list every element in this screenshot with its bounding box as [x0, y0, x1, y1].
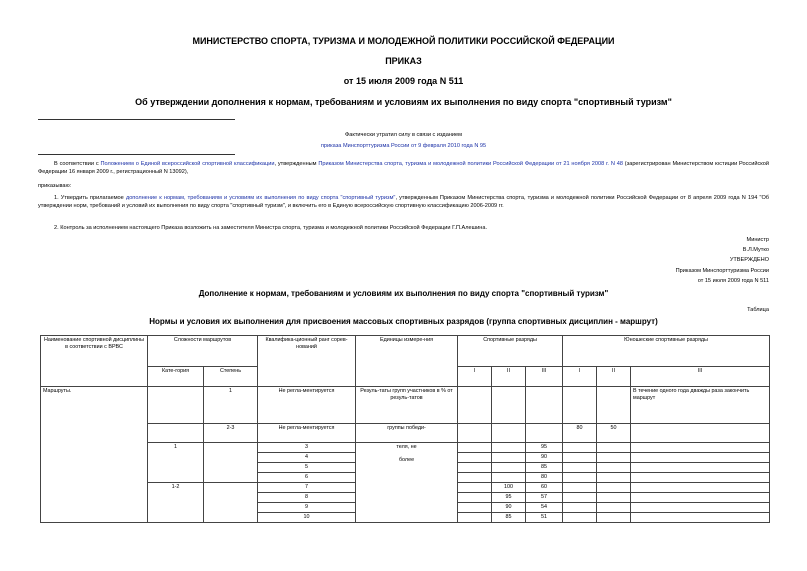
- item-1-text-a: 1. Утвердить прилагаемое: [54, 195, 126, 201]
- cell-empty: [563, 453, 597, 463]
- cell-youth-II: 50: [597, 424, 631, 443]
- cell-sport-II: [492, 453, 526, 463]
- cell-not-regulated: Не регла-ментируется: [258, 387, 356, 424]
- cell-empty: [458, 483, 492, 493]
- item-1-paragraph: [38, 194, 769, 210]
- cell-empty: [631, 503, 770, 513]
- preamble-text-c: (зарегистрирован Министерством юстиции Российской Федерации 16 января 2009 г., регистрационный N 13092),: [38, 161, 770, 175]
- cell-empty: [597, 513, 631, 523]
- cell-empty: [458, 473, 492, 483]
- approved-by-order: Приказом Минспорттуризма России: [675, 268, 769, 274]
- cell-sport-II: 90: [492, 503, 526, 513]
- header-youth-ranks: Юношеские спортивные разряды: [563, 336, 770, 367]
- header-discipline: Наименование спортивной дисциплины в соответствии с ВРВС: [41, 336, 148, 387]
- cell-degree-2-3: 2-3: [204, 424, 258, 443]
- cell-empty: [492, 387, 526, 424]
- cell-empty: [631, 453, 770, 463]
- cell-units-3: теля, не: [396, 444, 417, 450]
- addendum-link[interactable]: дополнение к нормам, требованиям и условиям их выполнения по виду спорта "спортивный туризм": [125, 195, 396, 201]
- header-sport-III: III: [526, 367, 563, 387]
- cell-empty: [204, 483, 258, 523]
- header-sport-II: II: [492, 367, 526, 387]
- cell-empty: [458, 493, 492, 503]
- cell-category-1-2: 1-2: [148, 483, 204, 523]
- cell-sport-III: 80: [526, 473, 563, 483]
- cell-empty: [597, 453, 631, 463]
- approved-label: УТВЕРЖДЕНО: [729, 257, 769, 263]
- cell-empty: [458, 453, 492, 463]
- cell-empty: [631, 463, 770, 473]
- cell-empty: [458, 387, 492, 424]
- cell-empty: [148, 424, 204, 443]
- cell-sport-II: 95: [492, 493, 526, 503]
- cell-rank: 7: [258, 483, 356, 493]
- cell-sport-III: 51: [526, 513, 563, 523]
- cell-degree-1: 1: [204, 387, 258, 424]
- cell-empty: [563, 443, 597, 453]
- cell-empty: [597, 483, 631, 493]
- cell-empty: [563, 503, 597, 513]
- table-title: Нормы и условия их выполнения для присвоения массовых спортивных разрядов (группа спортивных дисциплин - маршрут): [149, 317, 658, 326]
- date-number-heading: от 15 июля 2009 года N 511: [343, 76, 464, 86]
- status-link[interactable]: приказа Минспорттуризма России от 9 февраля 2010 года N 95: [320, 143, 487, 149]
- cell-sport-III: 54: [526, 503, 563, 513]
- cell-sport-III: 95: [526, 443, 563, 453]
- preamble-paragraph: [38, 160, 769, 176]
- status-note: Фактически утратил силу в связи с изданием: [345, 132, 462, 138]
- cell-routes: Маршруты.: [41, 387, 148, 523]
- cell-sport-III: 60: [526, 483, 563, 493]
- cell-empty: [563, 493, 597, 503]
- cell-empty: [458, 513, 492, 523]
- item-1-text-b: , утвержденным Приказом Министерства спорта, туризма и молодежной политики Российской Федерации от 8 апреля 2009 года N 194 "Об утверждении норм, требований и условий их выполнения по виду спорта "спортивный туризм", и включить его в Единую всероссийскую спортивную классификацию 2006-2009 гг.: [38, 195, 770, 209]
- preamble-text-a: В соответствии с: [54, 161, 101, 167]
- cell-units-4: более: [398, 457, 415, 463]
- cell-empty: [597, 387, 631, 424]
- cell-empty: [563, 473, 597, 483]
- addendum-title: Дополнение к нормам, требованиям и условиям их выполнения по виду спорта "спортивный туризм": [198, 289, 609, 298]
- cell-sport-II: [492, 473, 526, 483]
- cell-empty: [563, 387, 597, 424]
- header-category: Кате-гория: [148, 367, 204, 387]
- cell-empty: [204, 443, 258, 483]
- cell-units-2: группы победи-: [356, 424, 458, 443]
- cell-empty: [597, 503, 631, 513]
- cell-empty: [563, 483, 597, 493]
- norms-table: [40, 335, 770, 523]
- cell-sport-II: [492, 443, 526, 453]
- cell-empty: [458, 424, 492, 443]
- cell-sport-III: 85: [526, 463, 563, 473]
- cell-sport-II: 85: [492, 513, 526, 523]
- cell-empty: [458, 503, 492, 513]
- approved-date: от 15 июля 2009 года N 511: [697, 278, 769, 284]
- ministry-heading: МИНИСТЕРСТВО СПОРТА, ТУРИЗМА И МОЛОДЕЖНОЙ ПОЛИТИКИ РОССИЙСКОЙ ФЕДЕРАЦИИ: [192, 36, 615, 46]
- cell-empty: [492, 424, 526, 443]
- cell-sport-II: [492, 463, 526, 473]
- header-complexity: Сложности маршрутов: [148, 336, 258, 367]
- cell-rank: 9: [258, 503, 356, 513]
- order-word: приказываю:: [38, 183, 72, 189]
- header-youth-III: III: [631, 367, 770, 387]
- cell-sport-III: 90: [526, 453, 563, 463]
- cell-empty: [597, 473, 631, 483]
- cell-empty: [148, 387, 204, 424]
- header-youth-II: II: [597, 367, 631, 387]
- cell-rank: 5: [258, 463, 356, 473]
- cell-rank: 8: [258, 493, 356, 503]
- cell-empty: [597, 493, 631, 503]
- divider-bottom: [38, 154, 235, 155]
- header-degree: Степень: [204, 367, 258, 387]
- doc-type-heading: ПРИКАЗ: [385, 56, 422, 66]
- divider-top: [38, 119, 235, 120]
- cell-empty: [631, 443, 770, 453]
- preamble-text-b: , утвержденным: [274, 161, 319, 167]
- cell-empty: [597, 463, 631, 473]
- signature-role: Министр: [746, 237, 769, 243]
- order-title: Об утверждении дополнения к нормам, требованиям и условиям их выполнения по виду спорта "спортивный туризм": [135, 97, 672, 107]
- cell-not-regulated: Не регла-ментируется: [258, 424, 356, 443]
- header-youth-I: I: [563, 367, 597, 387]
- cell-empty: [631, 513, 770, 523]
- cell-units-rest: [356, 443, 458, 523]
- cell-empty: [631, 493, 770, 503]
- cell-units-1: Резуль-таты групп участников в % от резуль-татов: [356, 387, 458, 424]
- cell-rank: 6: [258, 473, 356, 483]
- cell-empty: [563, 513, 597, 523]
- cell-sport-III: 57: [526, 493, 563, 503]
- header-sport-ranks: Спортивные разряды: [458, 336, 563, 367]
- cell-empty: [597, 443, 631, 453]
- cell-empty: [526, 424, 563, 443]
- cell-youth-note: В течение одного года дважды раза закончить маршрут: [631, 387, 770, 424]
- cell-rank: 4: [258, 453, 356, 463]
- cell-category-1: 1: [148, 443, 204, 483]
- cell-empty: [631, 424, 770, 443]
- cell-rank: 3: [258, 443, 356, 453]
- order-48-link[interactable]: Приказом Министерства спорта, туризма и молодежной политики Российской Федерации от 21 ноября 2008 г. N 48: [318, 161, 623, 167]
- header-sport-I: I: [458, 367, 492, 387]
- cell-empty: [563, 463, 597, 473]
- cell-rank: 10: [258, 513, 356, 523]
- cell-empty: [458, 443, 492, 453]
- cell-empty: [631, 483, 770, 493]
- item-2-paragraph: 2. Контроль за исполнением настоящего Приказа возложить на заместителя Министра спорта, туризма и молодежной политики Российской Федерации Г.П.Алешина.: [54, 225, 488, 231]
- header-units: Единицы измере-ния: [356, 336, 458, 387]
- cell-empty: [458, 463, 492, 473]
- table-label: Таблица: [747, 307, 769, 313]
- cell-sport-II: 100: [492, 483, 526, 493]
- cell-empty: [526, 387, 563, 424]
- header-qualification: Квалифика-ционный ранг сорев-нований: [258, 336, 356, 387]
- signature-name: В.Л.Мутко: [742, 247, 769, 253]
- cell-empty: [631, 473, 770, 483]
- classification-link[interactable]: Положением о Единой всероссийской спортивной классификации: [100, 161, 275, 167]
- cell-youth-I: 80: [563, 424, 597, 443]
